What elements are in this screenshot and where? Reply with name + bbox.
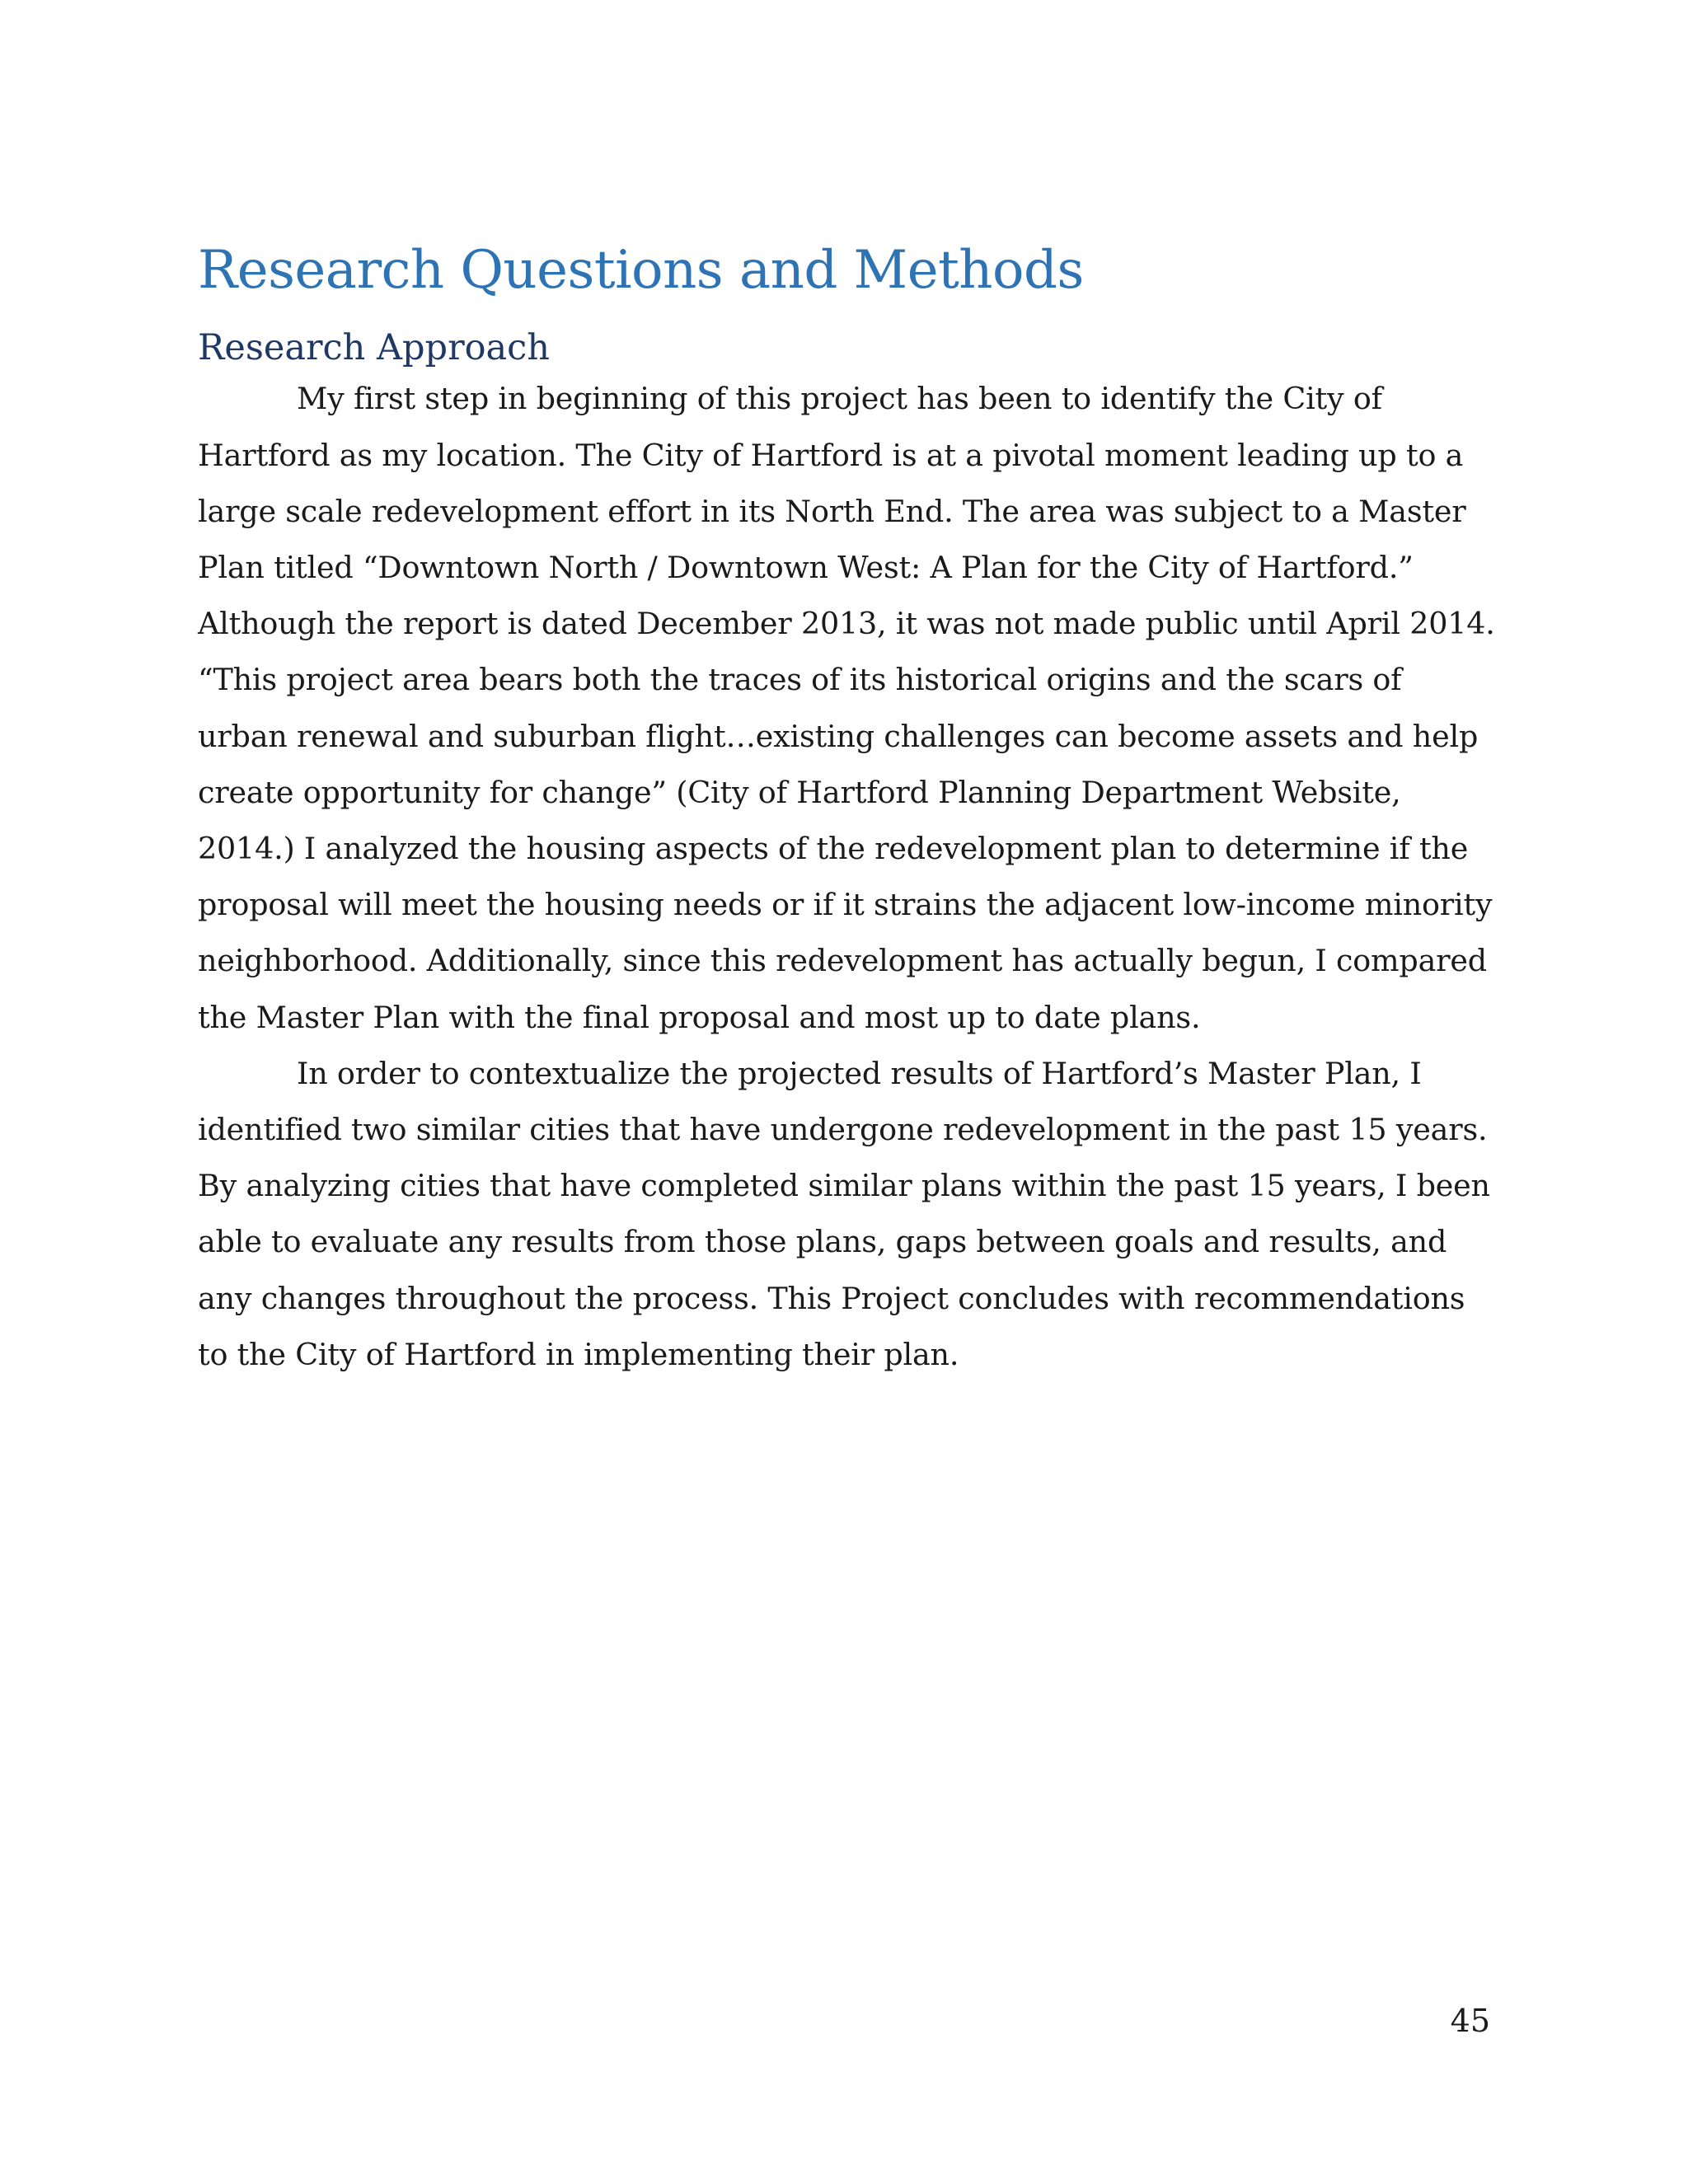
section-heading: Research Questions and Methods bbox=[198, 240, 1084, 301]
body-paragraph-2: In order to contextualize the projected results of Hartford’s Master Plan, I identified two similar cities that have undergone redevelopment in the past 15 years. By analyzing cities that have completed similar plans within the past 15 years, I been able to evaluate any results from those plans, gaps between goals and results, and any changes throughout the process. This Project concludes with recommendations to the City of Hartford in implementing their plan. bbox=[198, 1055, 1490, 1372]
page-content bbox=[198, 239, 1496, 1383]
body-paragraph-1: My first step in beginning of this project has been to identify the City of Hartford as my location. The City of Hartford is at a pivotal moment leading up to a large scale redevelopment effort in its North End. The area was subject to a Master Plan titled “Downtown North / Downtown West: A Plan for the City of Hartford.” Although the report is dated December 2013, it was not made public until April 2014. “This project area bears both the traces of its historical origins and the scars of urban renewal and suburban flight…existing challenges can become assets and help create opportunity for change” (City of Hartford Planning Department Website, 2014.) I analyzed the housing aspects of the redevelopment plan to determine if the proposal will meet the housing needs or if it strains the adjacent low-income minority neighborhood. Additionally, since this redevelopment has actually begun, I compared the Master Plan with the final proposal and most up to date plans. bbox=[198, 381, 1495, 1035]
subsection-heading: Research Approach bbox=[198, 326, 550, 368]
page-number: 45 bbox=[1450, 2003, 1490, 2039]
